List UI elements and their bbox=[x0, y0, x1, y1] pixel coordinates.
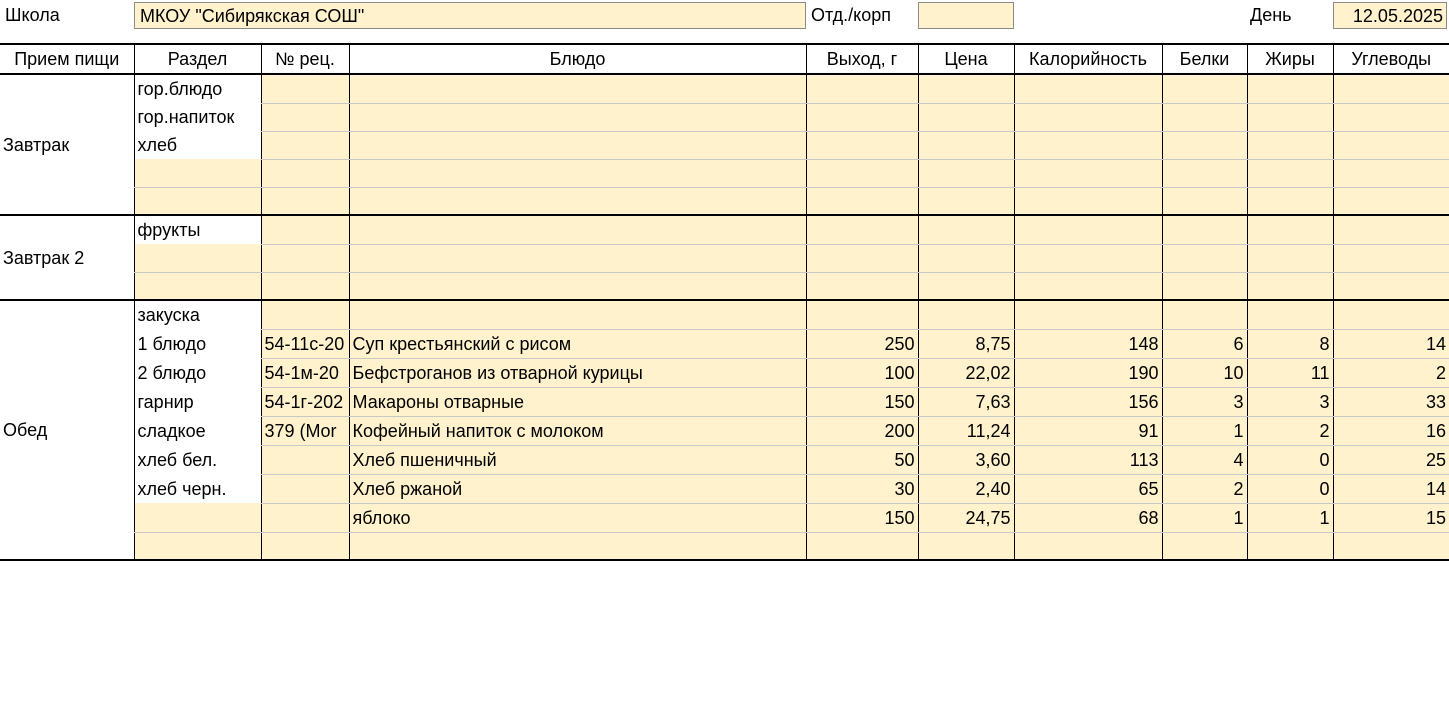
price-cell[interactable] bbox=[918, 215, 1014, 244]
school-label: Школа bbox=[5, 5, 60, 25]
section-cell[interactable]: закуска bbox=[134, 300, 261, 329]
calories-cell[interactable]: 65 bbox=[1014, 474, 1162, 503]
recipe-cell[interactable]: 379 (Mor bbox=[261, 416, 349, 445]
fats-cell[interactable] bbox=[1247, 74, 1333, 103]
recipe-cell[interactable] bbox=[261, 187, 349, 215]
section-cell[interactable] bbox=[134, 159, 261, 187]
carbs-cell[interactable] bbox=[1333, 215, 1449, 244]
price-cell[interactable] bbox=[918, 244, 1014, 272]
carbs-cell[interactable] bbox=[1333, 103, 1449, 131]
yield-cell[interactable] bbox=[806, 215, 918, 244]
section-cell[interactable]: гор.напиток bbox=[134, 103, 261, 131]
price-cell[interactable]: 8,75 bbox=[918, 329, 1014, 358]
proteins-cell[interactable]: 3 bbox=[1162, 387, 1247, 416]
fats-cell[interactable] bbox=[1247, 532, 1333, 560]
fats-cell[interactable]: 3 bbox=[1247, 387, 1333, 416]
fats-cell[interactable] bbox=[1247, 131, 1333, 159]
carbs-cell[interactable] bbox=[1333, 74, 1449, 103]
day-value-cell[interactable]: 12.05.2025 bbox=[1333, 2, 1447, 29]
calories-cell[interactable]: 156 bbox=[1014, 387, 1162, 416]
calories-cell[interactable] bbox=[1014, 300, 1162, 329]
recipe-cell[interactable] bbox=[261, 445, 349, 474]
dish-cell[interactable] bbox=[349, 187, 806, 215]
column-header-dish[interactable]: Блюдо bbox=[349, 44, 806, 74]
yield-cell[interactable] bbox=[806, 103, 918, 131]
school-value-cell[interactable]: МКОУ "Сибирякская СОШ" bbox=[134, 2, 806, 29]
fats-cell[interactable] bbox=[1247, 187, 1333, 215]
dish-cell[interactable]: Макароны отварные bbox=[349, 387, 806, 416]
recipe-cell[interactable] bbox=[261, 532, 349, 560]
fats-cell[interactable]: 0 bbox=[1247, 474, 1333, 503]
recipe-cell[interactable] bbox=[261, 103, 349, 131]
recipe-cell[interactable] bbox=[261, 244, 349, 272]
column-header-proteins[interactable]: Белки bbox=[1162, 44, 1247, 74]
proteins-cell[interactable]: 1 bbox=[1162, 503, 1247, 532]
recipe-cell[interactable] bbox=[261, 74, 349, 103]
column-header-carbs[interactable]: Углеводы bbox=[1333, 44, 1449, 74]
recipe-cell[interactable] bbox=[261, 215, 349, 244]
yield-cell[interactable] bbox=[806, 74, 918, 103]
price-cell[interactable] bbox=[918, 187, 1014, 215]
fats-cell[interactable] bbox=[1247, 103, 1333, 131]
fats-cell[interactable]: 11 bbox=[1247, 358, 1333, 387]
calories-cell[interactable]: 148 bbox=[1014, 329, 1162, 358]
menu-table bbox=[0, 43, 1449, 561]
yield-cell[interactable]: 50 bbox=[806, 445, 918, 474]
price-cell[interactable] bbox=[918, 159, 1014, 187]
carbs-cell[interactable] bbox=[1333, 244, 1449, 272]
proteins-cell[interactable] bbox=[1162, 159, 1247, 187]
table-row bbox=[0, 159, 1449, 187]
dish-cell[interactable]: Хлеб ржаной bbox=[349, 474, 806, 503]
table-row bbox=[0, 416, 1449, 445]
section-cell[interactable]: гарнир bbox=[134, 387, 261, 416]
recipe-cell[interactable]: 54-1г-202 bbox=[261, 387, 349, 416]
section-cell[interactable] bbox=[134, 244, 261, 272]
proteins-cell[interactable]: 10 bbox=[1162, 358, 1247, 387]
yield-cell[interactable]: 30 bbox=[806, 474, 918, 503]
price-cell[interactable]: 7,63 bbox=[918, 387, 1014, 416]
dish-cell[interactable]: Кофейный напиток с молоком bbox=[349, 416, 806, 445]
section-cell[interactable] bbox=[134, 532, 261, 560]
calories-cell[interactable]: 68 bbox=[1014, 503, 1162, 532]
fats-cell[interactable] bbox=[1247, 244, 1333, 272]
table-row bbox=[0, 244, 1449, 272]
column-header-calories[interactable]: Калорийность bbox=[1014, 44, 1162, 74]
dish-cell[interactable] bbox=[349, 159, 806, 187]
table-row bbox=[0, 387, 1449, 416]
section-cell[interactable]: гор.блюдо bbox=[134, 74, 261, 103]
carbs-cell[interactable]: 14 bbox=[1333, 329, 1449, 358]
price-cell[interactable]: 11,24 bbox=[918, 416, 1014, 445]
fats-cell[interactable]: 8 bbox=[1247, 329, 1333, 358]
calories-cell[interactable]: 190 bbox=[1014, 358, 1162, 387]
calories-cell[interactable] bbox=[1014, 74, 1162, 103]
day-label: День bbox=[1250, 5, 1292, 25]
recipe-cell[interactable]: 54-11с-20 bbox=[261, 329, 349, 358]
column-header-meal[interactable]: Прием пищи bbox=[0, 44, 134, 74]
yield-cell[interactable]: 150 bbox=[806, 387, 918, 416]
dept-value-cell[interactable] bbox=[918, 2, 1014, 29]
calories-cell[interactable]: 91 bbox=[1014, 416, 1162, 445]
fats-cell[interactable]: 1 bbox=[1247, 503, 1333, 532]
price-cell[interactable]: 3,60 bbox=[918, 445, 1014, 474]
dish-cell[interactable] bbox=[349, 244, 806, 272]
table-row bbox=[0, 329, 1449, 358]
column-header-price[interactable]: Цена bbox=[918, 44, 1014, 74]
section-cell[interactable]: 1 блюдо bbox=[134, 329, 261, 358]
fats-cell[interactable]: 2 bbox=[1247, 416, 1333, 445]
carbs-cell[interactable] bbox=[1333, 187, 1449, 215]
dept-label: Отд./корп bbox=[811, 5, 891, 25]
proteins-cell[interactable] bbox=[1162, 187, 1247, 215]
calories-cell[interactable] bbox=[1014, 159, 1162, 187]
recipe-cell[interactable]: 54-1м-20 bbox=[261, 358, 349, 387]
recipe-cell[interactable] bbox=[261, 131, 349, 159]
column-header-fats[interactable]: Жиры bbox=[1247, 44, 1333, 74]
calories-cell[interactable] bbox=[1014, 272, 1162, 300]
carbs-cell[interactable]: 15 bbox=[1333, 503, 1449, 532]
yield-cell[interactable]: 150 bbox=[806, 503, 918, 532]
proteins-cell[interactable]: 4 bbox=[1162, 445, 1247, 474]
dish-cell[interactable]: Бефстроганов из отварной курицы bbox=[349, 358, 806, 387]
fats-cell[interactable] bbox=[1247, 300, 1333, 329]
price-cell[interactable] bbox=[918, 74, 1014, 103]
dish-cell[interactable] bbox=[349, 215, 806, 244]
recipe-cell[interactable] bbox=[261, 474, 349, 503]
table-row bbox=[0, 503, 1449, 532]
proteins-cell[interactable] bbox=[1162, 103, 1247, 131]
table-row bbox=[0, 532, 1449, 560]
section-cell[interactable] bbox=[134, 503, 261, 532]
yield-cell[interactable] bbox=[806, 244, 918, 272]
section-cell[interactable]: 2 блюдо bbox=[134, 358, 261, 387]
proteins-cell[interactable] bbox=[1162, 244, 1247, 272]
price-cell[interactable]: 22,02 bbox=[918, 358, 1014, 387]
table-row bbox=[0, 474, 1449, 503]
table-row bbox=[0, 300, 1449, 329]
fats-cell[interactable] bbox=[1247, 272, 1333, 300]
carbs-cell[interactable] bbox=[1333, 159, 1449, 187]
meal-name-cell[interactable]: Обед bbox=[0, 300, 134, 560]
table-row bbox=[0, 445, 1449, 474]
table-row bbox=[0, 74, 1449, 103]
proteins-cell[interactable] bbox=[1162, 131, 1247, 159]
carbs-cell[interactable]: 33 bbox=[1333, 387, 1449, 416]
dish-cell[interactable] bbox=[349, 272, 806, 300]
dish-cell[interactable] bbox=[349, 131, 806, 159]
recipe-cell[interactable] bbox=[261, 300, 349, 329]
price-cell[interactable] bbox=[918, 131, 1014, 159]
proteins-cell[interactable]: 1 bbox=[1162, 416, 1247, 445]
table-row bbox=[0, 272, 1449, 300]
carbs-cell[interactable]: 14 bbox=[1333, 474, 1449, 503]
section-cell[interactable] bbox=[134, 187, 261, 215]
calories-cell[interactable] bbox=[1014, 532, 1162, 560]
proteins-cell[interactable] bbox=[1162, 300, 1247, 329]
price-cell[interactable] bbox=[918, 103, 1014, 131]
fats-cell[interactable]: 0 bbox=[1247, 445, 1333, 474]
yield-cell[interactable] bbox=[806, 300, 918, 329]
proteins-cell[interactable] bbox=[1162, 74, 1247, 103]
calories-cell[interactable] bbox=[1014, 187, 1162, 215]
yield-cell[interactable] bbox=[806, 272, 918, 300]
column-header-recipe[interactable]: № рец. bbox=[261, 44, 349, 74]
dish-cell[interactable]: Хлеб пшеничный bbox=[349, 445, 806, 474]
yield-cell[interactable] bbox=[806, 159, 918, 187]
price-cell[interactable]: 24,75 bbox=[918, 503, 1014, 532]
proteins-cell[interactable]: 2 bbox=[1162, 474, 1247, 503]
proteins-cell[interactable]: 6 bbox=[1162, 329, 1247, 358]
table-row bbox=[0, 358, 1449, 387]
calories-cell[interactable] bbox=[1014, 131, 1162, 159]
calories-cell[interactable] bbox=[1014, 244, 1162, 272]
yield-cell[interactable]: 250 bbox=[806, 329, 918, 358]
price-cell[interactable]: 2,40 bbox=[918, 474, 1014, 503]
meal-name-cell[interactable]: Завтрак bbox=[0, 74, 134, 215]
section-cell[interactable]: фрукты bbox=[134, 215, 261, 244]
yield-cell[interactable]: 200 bbox=[806, 416, 918, 445]
section-cell[interactable]: хлеб бел. bbox=[134, 445, 261, 474]
calories-cell[interactable] bbox=[1014, 215, 1162, 244]
carbs-cell[interactable]: 2 bbox=[1333, 358, 1449, 387]
carbs-cell[interactable] bbox=[1333, 532, 1449, 560]
carbs-cell[interactable]: 25 bbox=[1333, 445, 1449, 474]
section-cell[interactable]: хлеб черн. bbox=[134, 474, 261, 503]
dish-cell[interactable]: яблоко bbox=[349, 503, 806, 532]
table-row bbox=[0, 187, 1449, 215]
table-row bbox=[0, 215, 1449, 244]
recipe-cell[interactable] bbox=[261, 503, 349, 532]
dish-cell[interactable]: Суп крестьянский с рисом bbox=[349, 329, 806, 358]
price-cell[interactable] bbox=[918, 532, 1014, 560]
proteins-cell[interactable] bbox=[1162, 532, 1247, 560]
fats-cell[interactable] bbox=[1247, 215, 1333, 244]
yield-cell[interactable] bbox=[806, 187, 918, 215]
meal-name-cell[interactable]: Завтрак 2 bbox=[0, 215, 134, 300]
yield-cell[interactable] bbox=[806, 131, 918, 159]
table-row bbox=[0, 131, 1449, 159]
dish-cell[interactable] bbox=[349, 300, 806, 329]
calories-cell[interactable] bbox=[1014, 103, 1162, 131]
fats-cell[interactable] bbox=[1247, 159, 1333, 187]
table-row bbox=[0, 103, 1449, 131]
proteins-cell[interactable] bbox=[1162, 215, 1247, 244]
yield-cell[interactable]: 100 bbox=[806, 358, 918, 387]
recipe-cell[interactable] bbox=[261, 272, 349, 300]
header-row bbox=[0, 44, 1449, 74]
yield-cell[interactable] bbox=[806, 532, 918, 560]
column-header-yield[interactable]: Выход, г bbox=[806, 44, 918, 74]
carbs-cell[interactable] bbox=[1333, 272, 1449, 300]
recipe-cell[interactable] bbox=[261, 159, 349, 187]
calories-cell[interactable]: 113 bbox=[1014, 445, 1162, 474]
dish-cell[interactable] bbox=[349, 74, 806, 103]
price-cell[interactable] bbox=[918, 300, 1014, 329]
column-header-section[interactable]: Раздел bbox=[134, 44, 261, 74]
section-cell[interactable] bbox=[134, 272, 261, 300]
dish-cell[interactable] bbox=[349, 103, 806, 131]
carbs-cell[interactable]: 16 bbox=[1333, 416, 1449, 445]
proteins-cell[interactable] bbox=[1162, 272, 1247, 300]
carbs-cell[interactable] bbox=[1333, 300, 1449, 329]
section-cell[interactable]: сладкое bbox=[134, 416, 261, 445]
dish-cell[interactable] bbox=[349, 532, 806, 560]
price-cell[interactable] bbox=[918, 272, 1014, 300]
carbs-cell[interactable] bbox=[1333, 131, 1449, 159]
section-cell[interactable]: хлеб bbox=[134, 131, 261, 159]
